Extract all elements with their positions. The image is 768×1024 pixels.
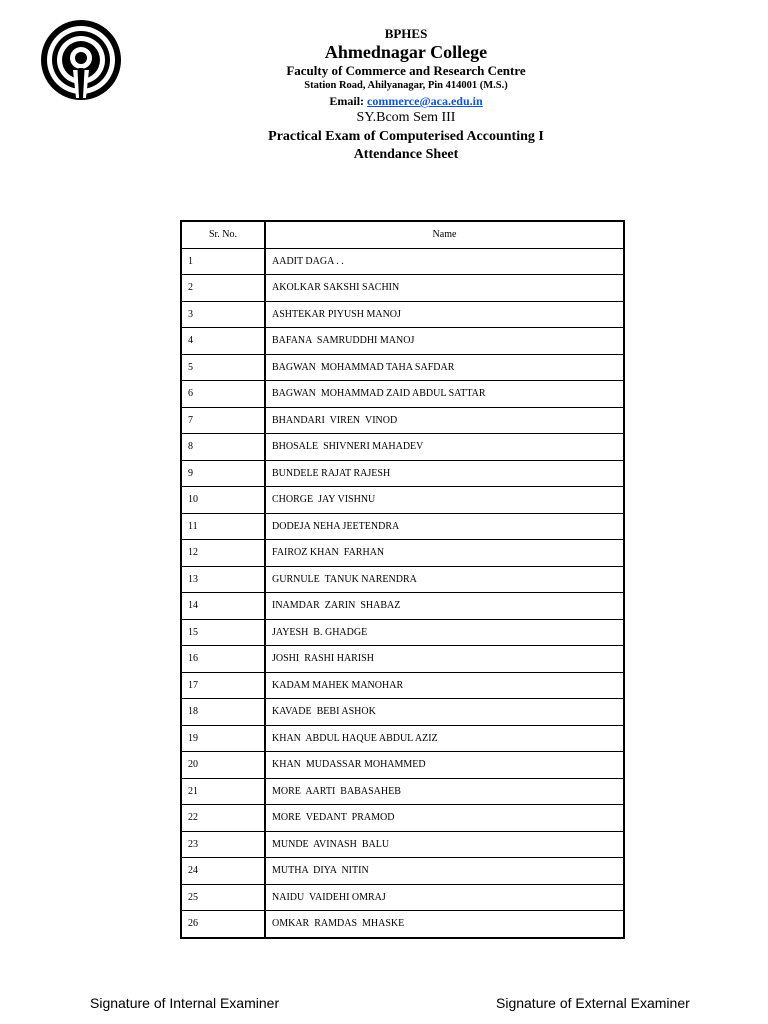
table-row [181, 434, 624, 461]
sr-no-cell: 5 [181, 354, 265, 381]
name-cell: JAYESH B. GHADGE [265, 619, 624, 646]
name-cell: NAIDU VAIDEHI OMRAJ [265, 884, 624, 911]
sr-no-cell: 23 [181, 831, 265, 858]
sr-no-cell: 18 [181, 699, 265, 726]
attendance-table [180, 220, 625, 939]
table-row [181, 778, 624, 805]
table-row [181, 487, 624, 514]
table-row [181, 275, 624, 302]
table-row [181, 381, 624, 408]
name-cell: BUNDELE RAJAT RAJESH [265, 460, 624, 487]
table-row [181, 699, 624, 726]
class-title: SY.Bcom Sem III [356, 110, 456, 125]
table-row [181, 328, 624, 355]
sr-no-cell: 1 [181, 248, 265, 275]
sheet-title: Attendance Sheet [353, 147, 459, 162]
table-row [181, 884, 624, 911]
table-row [181, 619, 624, 646]
table-row [181, 513, 624, 540]
name-cell: KAVADE BEBI ASHOK [265, 699, 624, 726]
sr-no-cell: 25 [181, 884, 265, 911]
table-row [181, 725, 624, 752]
name-cell: AKOLKAR SAKSHI SACHIN [265, 275, 624, 302]
external-examiner-signature: Signature of External Examiner [496, 995, 690, 1011]
sr-no-cell: 16 [181, 646, 265, 673]
sr-no-cell: 19 [181, 725, 265, 752]
email-line [150, 93, 662, 109]
name-cell: BAGWAN MOHAMMAD ZAID ABDUL SATTAR [265, 381, 624, 408]
name-cell: MUNDE AVINASH BALU [265, 831, 624, 858]
name-cell: FAIROZ KHAN FARHAN [265, 540, 624, 567]
name-cell: ASHTEKAR PIYUSH MANOJ [265, 301, 624, 328]
sr-no-cell: 26 [181, 911, 265, 938]
sr-no-header: Sr. No. [181, 221, 265, 248]
college-emblem-icon [40, 18, 122, 102]
name-cell: GURNULE TANUK NARENDRA [265, 566, 624, 593]
sr-no-cell: 9 [181, 460, 265, 487]
name-cell: JOSHI RASHI HARISH [265, 646, 624, 673]
table-row [181, 593, 624, 620]
sr-no-cell: 22 [181, 805, 265, 832]
sr-no-cell: 2 [181, 275, 265, 302]
table-row [181, 858, 624, 885]
sr-no-cell: 3 [181, 301, 265, 328]
sr-no-cell: 15 [181, 619, 265, 646]
sr-no-cell: 11 [181, 513, 265, 540]
faculty-name: Faculty of Commerce and Research Centre [286, 63, 526, 78]
college-name: Ahmednagar College [324, 42, 488, 62]
name-cell: BAGWAN MOHAMMAD TAHA SAFDAR [265, 354, 624, 381]
name-cell: INAMDAR ZARIN SHABAZ [265, 593, 624, 620]
sr-no-cell: 4 [181, 328, 265, 355]
sr-no-cell: 21 [181, 778, 265, 805]
table-row [181, 540, 624, 567]
name-cell: BAFANA SAMRUDDHI MANOJ [265, 328, 624, 355]
name-cell: BHANDARI VIREN VINOD [265, 407, 624, 434]
sr-no-cell: 24 [181, 858, 265, 885]
name-cell: MUTHA DIYA NITIN [265, 858, 624, 885]
sr-no-cell: 17 [181, 672, 265, 699]
internal-examiner-signature: Signature of Internal Examiner [90, 995, 280, 1011]
table-row [181, 805, 624, 832]
attendance-rows [181, 248, 624, 938]
sr-no-cell: 14 [181, 593, 265, 620]
table-row [181, 566, 624, 593]
table-row [181, 672, 624, 699]
table-row [181, 301, 624, 328]
table-row [181, 752, 624, 779]
letterhead [150, 26, 662, 164]
sr-no-cell: 12 [181, 540, 265, 567]
name-cell: DODEJA NEHA JEETENDRA [265, 513, 624, 540]
email-label: Email: [329, 94, 365, 108]
sr-no-cell: 13 [181, 566, 265, 593]
sr-no-cell: 6 [181, 381, 265, 408]
table-header-row [181, 221, 624, 248]
name-cell: BHOSALE SHIVNERI MAHADEV [265, 434, 624, 461]
name-cell: KADAM MAHEK MANOHAR [265, 672, 624, 699]
table-row [181, 407, 624, 434]
email-link[interactable]: commerce@aca.edu.in [367, 94, 483, 108]
table-row [181, 911, 624, 938]
name-cell: KHAN MUDASSAR MOHAMMED [265, 752, 624, 779]
sr-no-cell: 20 [181, 752, 265, 779]
name-cell: MORE VEDANT PRAMOD [265, 805, 624, 832]
address: Station Road, Ahilyanagar, Pin 414001 (M.S.) [304, 80, 508, 91]
sr-no-cell: 10 [181, 487, 265, 514]
table-row [181, 831, 624, 858]
sr-no-cell: 7 [181, 407, 265, 434]
name-cell: OMKAR RAMDAS MHASKE [265, 911, 624, 938]
name-cell: MORE AARTI BABASAHEB [265, 778, 624, 805]
name-cell: CHORGE JAY VISHNU [265, 487, 624, 514]
name-cell: AADIT DAGA . . [265, 248, 624, 275]
table-row [181, 646, 624, 673]
exam-title: Practical Exam of Computerised Accounting I [268, 129, 544, 144]
name-header: Name [265, 221, 624, 248]
table-row [181, 248, 624, 275]
org-name: BPHES [384, 26, 428, 41]
name-cell: KHAN ABDUL HAQUE ABDUL AZIZ [265, 725, 624, 752]
sr-no-cell: 8 [181, 434, 265, 461]
table-row [181, 354, 624, 381]
table-row [181, 460, 624, 487]
